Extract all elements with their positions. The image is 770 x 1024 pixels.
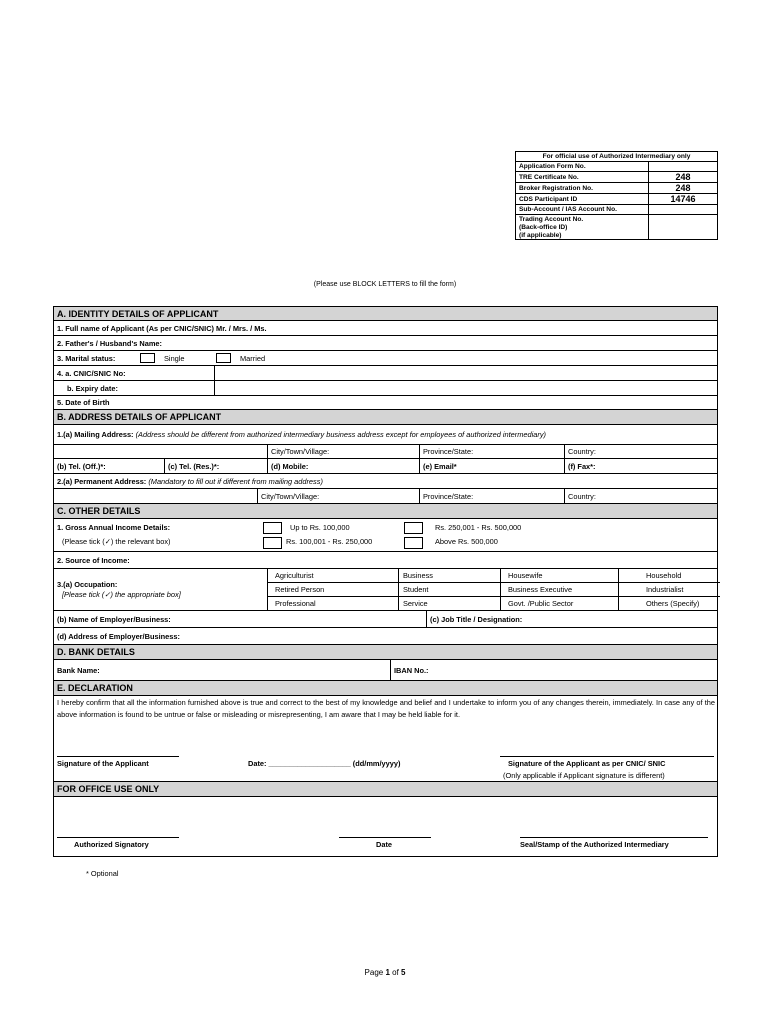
office-value[interactable] xyxy=(649,205,718,215)
occupation-business-executive[interactable]: Business Executive xyxy=(508,585,573,594)
occupation-student[interactable]: Student xyxy=(403,585,429,594)
page-current: 1 xyxy=(385,968,390,977)
sig-cnic-label: Signature of the Applicant as per CNIC/ SNIC xyxy=(508,759,666,768)
sig-applicant-label: Signature of the Applicant xyxy=(57,759,149,768)
section-title: C. OTHER DETAILS xyxy=(57,506,141,516)
page-total: 5 xyxy=(401,968,406,977)
fax-label: (f) Fax*: xyxy=(568,461,596,471)
source-label: 2. Source of Income: xyxy=(57,555,130,565)
dob-label: 5. Date of Birth xyxy=(57,398,110,407)
mailing-location-row xyxy=(53,445,718,459)
section-e-header xyxy=(53,681,718,696)
married-checkbox[interactable] xyxy=(216,353,231,363)
office-label: TRE Certificate No. xyxy=(516,172,649,183)
office-label: (if applicable) xyxy=(516,231,649,240)
city-field[interactable] xyxy=(267,445,419,458)
province-label: Province/State: xyxy=(423,491,474,501)
mailing-row[interactable] xyxy=(53,425,718,445)
expiry-row xyxy=(53,381,718,396)
application-form xyxy=(53,306,718,857)
page-number xyxy=(0,968,770,977)
occupation-others[interactable]: Others (Specify) xyxy=(646,599,700,608)
tel-res-field[interactable] xyxy=(164,459,267,473)
income-label: 1. Gross Annual Income Details: xyxy=(57,523,171,532)
authorized-signatory-label[interactable]: Authorized Signatory xyxy=(74,840,149,849)
income-checkbox-1[interactable] xyxy=(263,522,282,534)
occupation-service[interactable]: Service xyxy=(403,599,428,608)
permanent-location-row xyxy=(53,489,718,504)
sig-note: (Only applicable if Applicant signature is different) xyxy=(503,771,665,780)
province-label: Province/State: xyxy=(423,447,474,456)
office-label: Sub-Account / IAS Account No. xyxy=(516,205,649,215)
office-use-table xyxy=(515,151,718,240)
section-c-header xyxy=(53,504,718,519)
office-value[interactable]: 248 xyxy=(649,183,718,194)
mobile-field[interactable] xyxy=(267,459,419,473)
page-middle: of xyxy=(389,968,402,977)
employer-address-row[interactable] xyxy=(53,628,718,645)
bank-name-label: Bank Name: xyxy=(57,665,100,675)
occupation-note: [Please tick (✓) the appropriate box] xyxy=(62,590,181,599)
single-checkbox[interactable] xyxy=(140,353,155,363)
employer-row xyxy=(53,611,718,628)
occupation-grid xyxy=(267,569,720,610)
cnic-label: 4. a. CNIC/SNIC No: xyxy=(57,368,126,378)
office-value[interactable]: 14746 xyxy=(649,194,718,205)
tick-note: (Please tick (✓) the relevant box) xyxy=(62,537,171,546)
expiry-label: b. Expiry date: xyxy=(67,383,118,393)
seal-label[interactable]: Seal/Stamp of the Authorized Intermediary xyxy=(520,840,669,849)
country-field[interactable] xyxy=(564,445,717,458)
married-label: Married xyxy=(240,353,266,363)
occupation-govt[interactable]: Govt. /Public Sector xyxy=(508,599,574,608)
expiry-field[interactable] xyxy=(214,381,717,395)
job-title-label: (c) Job Title / Designation: xyxy=(430,614,523,624)
section-d-header xyxy=(53,645,718,660)
occupation-business[interactable]: Business xyxy=(403,571,433,580)
block-letters-note: (Please use BLOCK LETTERS to fill the form) xyxy=(313,281,457,288)
income-option: Rs. 250,001 - Rs. 500,000 xyxy=(435,523,522,532)
optional-note: * Optional xyxy=(86,869,119,878)
income-option: Above Rs. 500,000 xyxy=(435,537,498,546)
email-label: (e) Email* xyxy=(423,461,457,471)
tel-off-label: (b) Tel. (Off.)*: xyxy=(57,461,106,471)
occupation-row xyxy=(53,569,718,611)
page-prefix: Page xyxy=(364,968,386,977)
income-option: Rs. 100,001 - Rs. 250,000 xyxy=(286,537,373,546)
cnic-field[interactable] xyxy=(214,366,717,380)
father-row[interactable] xyxy=(53,336,718,351)
marital-label: 3. Marital status: xyxy=(57,353,116,363)
country-label: Country: xyxy=(568,491,596,501)
fax-field[interactable] xyxy=(564,459,717,473)
permanent-row[interactable] xyxy=(53,474,718,489)
office-value[interactable] xyxy=(649,215,718,240)
income-checkbox-4[interactable] xyxy=(404,537,423,549)
employer-address-label: (d) Address of Employer/Business: xyxy=(57,631,180,641)
father-label: 2. Father's / Husband's Name: xyxy=(57,338,162,348)
section-title: E. DECLARATION xyxy=(57,683,133,693)
mobile-label: (d) Mobile: xyxy=(271,461,309,471)
occupation-housewife[interactable]: Housewife xyxy=(508,571,543,580)
country-label: Country: xyxy=(568,447,596,456)
tel-res-label: (c) Tel. (Res.)*: xyxy=(168,461,220,471)
office-date-label[interactable]: Date xyxy=(376,840,393,849)
section-title: A. IDENTITY DETAILS OF APPLICANT xyxy=(57,308,219,319)
source-row[interactable] xyxy=(53,552,718,569)
perm-city-field[interactable] xyxy=(257,489,419,503)
occupation-agriculturist[interactable]: Agriculturist xyxy=(275,571,314,580)
employer-field[interactable] xyxy=(54,611,426,627)
section-title: D. BANK DETAILS xyxy=(57,647,135,657)
cnic-row xyxy=(53,366,718,381)
email-field[interactable] xyxy=(419,459,564,473)
mailing-note: (Address should be different from authorized intermediary business address except for employees of authorized intermediary) xyxy=(135,430,546,439)
employer-label: (b) Name of Employer/Business: xyxy=(57,614,171,624)
dob-row[interactable] xyxy=(53,396,718,410)
occupation-household[interactable]: Household xyxy=(646,571,682,580)
office-label: CDS Participant ID xyxy=(516,194,649,205)
income-row xyxy=(53,519,718,552)
single-label: Single xyxy=(164,353,185,363)
office-header: For official use of Authorized Intermediary only xyxy=(516,152,718,162)
job-title-field[interactable] xyxy=(426,611,717,627)
occupation-retired[interactable]: Retired Person xyxy=(275,585,325,594)
section-title: FOR OFFICE USE ONLY xyxy=(57,784,160,794)
iban-field[interactable] xyxy=(390,660,717,680)
iban-label: IBAN No.: xyxy=(394,665,429,675)
date-label: Date: ____________________ (dd/mm/yyyy) xyxy=(248,759,401,768)
declaration-box xyxy=(53,696,718,782)
office-value[interactable] xyxy=(649,162,718,172)
office-label: (Back-office ID) xyxy=(516,223,649,231)
office-value[interactable]: 248 xyxy=(649,172,718,183)
income-checkbox-2[interactable] xyxy=(263,537,282,549)
office-use-header xyxy=(53,782,718,797)
section-a-header xyxy=(53,306,718,321)
declaration-text: I hereby confirm that all the information furnished above is true and correct to the best of my knowledge and belief and I undertake to inform you of any changes therein, immediately. In case any of the above information is found to be untrue or false or misleading or misrepresenting, I am aware that I may be held liable for it. xyxy=(57,698,715,719)
province-field[interactable] xyxy=(419,445,564,458)
office-label: Broker Registration No. xyxy=(516,183,649,194)
city-label: City/Town/Village: xyxy=(261,491,320,501)
occupation-industrialist[interactable]: Industrialist xyxy=(646,585,684,594)
permanent-label: 2.(a) Permanent Address: xyxy=(57,476,147,486)
income-checkbox-3[interactable] xyxy=(404,522,423,534)
full-name-label: 1. Full name of Applicant (As per CNIC/SNIC) Mr. / Mrs. / Ms. xyxy=(57,323,267,333)
office-label: Application Form No. xyxy=(516,162,649,172)
marital-row xyxy=(53,351,718,366)
office-use-box xyxy=(53,797,718,857)
section-b-header xyxy=(53,410,718,425)
tel-off-field[interactable] xyxy=(54,459,164,473)
city-label: City/Town/Village: xyxy=(271,447,330,456)
bank-name-field[interactable] xyxy=(54,660,390,680)
occupation-label: 3.(a) Occupation: xyxy=(57,580,118,589)
perm-province-field[interactable] xyxy=(419,489,564,503)
perm-country-field[interactable] xyxy=(564,489,717,503)
occupation-professional[interactable]: Professional xyxy=(275,599,316,608)
contact-row xyxy=(53,459,718,474)
permanent-note: (Mandatory to fill out if different from mailing address) xyxy=(148,476,323,486)
mailing-label: 1.(a) Mailing Address: xyxy=(57,430,134,439)
section-title: B. ADDRESS DETAILS OF APPLICANT xyxy=(57,412,222,422)
office-label: Trading Account No. xyxy=(516,215,649,224)
full-name-row[interactable] xyxy=(53,321,718,336)
income-option: Up to Rs. 100,000 xyxy=(290,523,350,532)
bank-row xyxy=(53,660,718,681)
